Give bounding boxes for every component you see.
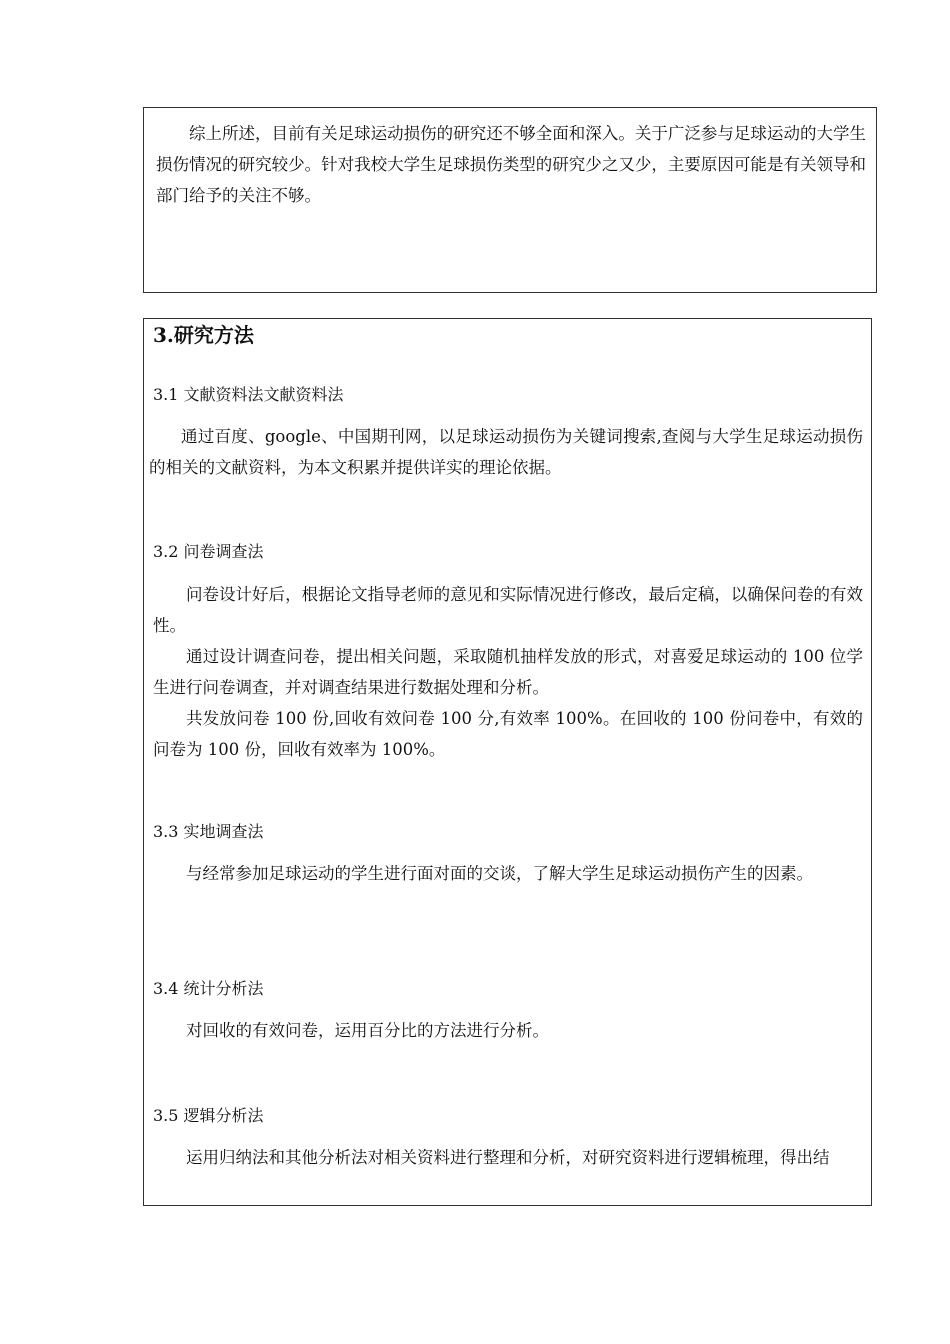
paragraph-3-5: 运用归纳法和其他分析法对相关资料进行整理和分析，对研究资料进行逻辑梳理，得出结 xyxy=(186,1148,830,1167)
paragraph-3-3: 与经常参加足球运动的学生进行面对面的交谈，了解大学生足球运动损伤产生的因素。 xyxy=(186,864,813,883)
subsection-title-3-4: 3.4 统计分析法 xyxy=(153,979,264,998)
section-heading: 3.研究方法 xyxy=(153,323,254,347)
subsection-title-3-5: 3.5 逻辑分析法 xyxy=(153,1106,264,1125)
summary-box xyxy=(143,107,877,293)
research-methods-box xyxy=(143,318,872,1206)
paragraph-3-2-a: 问卷设计好后，根据论文指导老师的意见和实际情况进行修改，最后定稿，以确保问卷的有效性。 xyxy=(153,585,863,635)
subsection-title-3-3: 3.3 实地调查法 xyxy=(153,822,264,841)
subsection-title-3-1: 3.1 文献资料法文献资料法 xyxy=(153,385,344,404)
paragraph-3-4: 对回收的有效问卷，运用百分比的方法进行分析。 xyxy=(186,1021,549,1040)
paragraph-3-2-b: 通过设计调查问卷，提出相关问题，采取随机抽样发放的形式，对喜爱足球运动的 100 位学生进行问卷调查，并对调查结果进行数据处理和分析。 xyxy=(153,647,863,697)
subsection-title-3-2: 3.2 问卷调查法 xyxy=(153,542,264,561)
paragraph-3-2-c: 共发放问卷 100 份,回收有效问卷 100 分,有效率 100%。在回收的 100 份问卷中，有效的问卷为 100 份，回收有效率为 100%。 xyxy=(153,709,863,759)
paragraph-3-1: 通过百度、google、中国期刊网，以足球运动损伤为关键词搜索,查阅与大学生足球运动损伤的相关的文献资料，为本文积累并提供详实的理论依据。 xyxy=(149,427,863,477)
summary-paragraph: 综上所述，目前有关足球运动损伤的研究还不够全面和深入。关于广泛参与足球运动的大学生损伤情况的研究较少。针对我校大学生足球损伤类型的研究少之又少，主要原因可能是有关领导和部门给予的关注不够。 xyxy=(156,124,866,205)
